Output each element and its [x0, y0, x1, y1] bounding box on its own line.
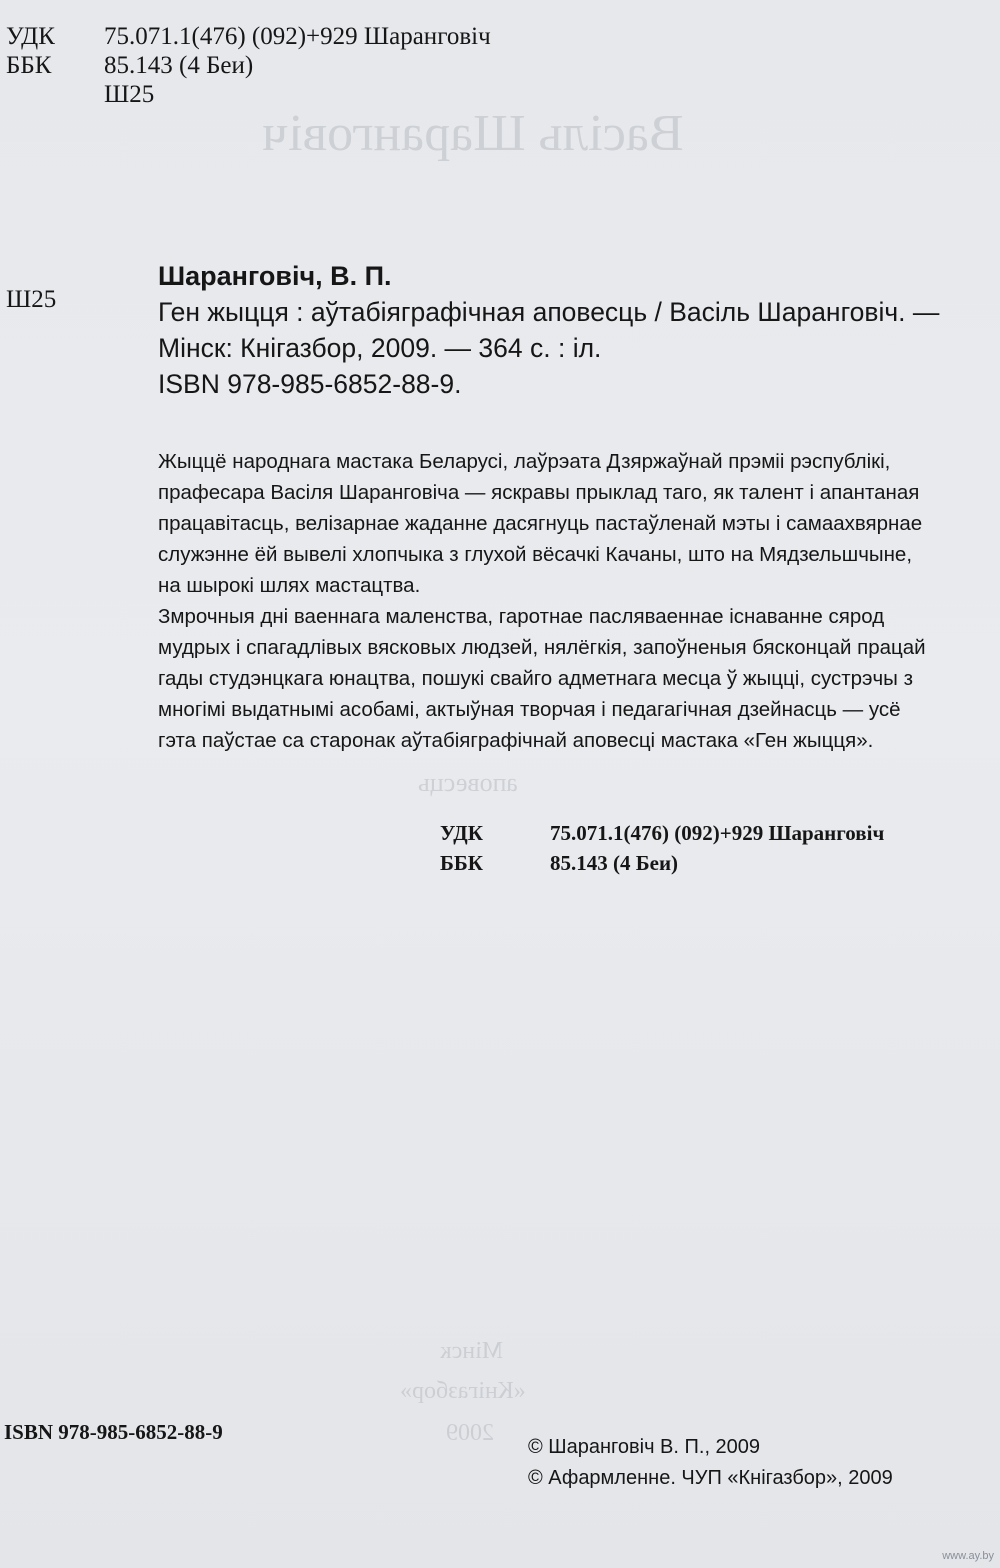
bleed-through-author: Васіль Шаранговіч — [262, 105, 684, 162]
bleed-through-city: Мінск — [440, 1338, 504, 1364]
abstract-p1-line: служэнне ёй вывелі хлопчыка з глухой вёсачкі Качаны, што на Мядзельшчыне, — [158, 543, 913, 566]
entry-author: Шаранговіч, В. П. — [158, 261, 392, 291]
abstract-p1-line: працавітасць, велізарнае жаданне дасягнуць пастаўленай мэты і самаахвярнае — [158, 512, 923, 535]
bottom-bbk-value: 85.143 (4 Беи) — [550, 851, 679, 875]
top-bbk-label: ББК — [6, 52, 52, 79]
bleed-through-subtitle: аповесць — [418, 768, 518, 797]
abstract-p2-line: мудрых і спагадлівых вясковых людзей, нялёгкія, запоўненыя бясконцай працай — [158, 636, 926, 659]
top-classification-block — [6, 22, 491, 109]
top-author-mark-row — [6, 80, 491, 109]
bleed-through-publisher: «Кнігазбор» — [400, 1378, 526, 1404]
entry-imprint-line: Мінск: Кнігазбор, 2009. — 364 с. : іл. — [158, 333, 602, 363]
footer-isbn: ISBN 978-985-6852-88-9 — [4, 1420, 223, 1444]
top-bbk-row — [6, 51, 491, 80]
bottom-udk-label: УДК — [440, 821, 483, 845]
bibliographic-entry — [158, 258, 939, 402]
bottom-udk-value: 75.071.1(476) (092)+929 Шаранговіч — [550, 821, 885, 845]
top-author-mark: Ш25 — [104, 81, 155, 108]
bleed-through-year: 2009 — [446, 1420, 494, 1446]
bottom-udk-row — [440, 818, 884, 848]
abstract-p2-line: гэта паўстае са старонак аўтабіяграфічнай аповесці мастака «Ген жыцця». — [158, 729, 874, 752]
abstract-p2-line: Змрочныя дні ваеннага маленства, гаротнае пасляваеннае існаванне сярод — [158, 605, 885, 628]
entry-title-line: Ген жыцця : аўтабіяграфічная аповесць / Васіль Шаранговіч. — — [158, 297, 940, 327]
abstract-p1-line: прафесара Васіля Шаранговіча — яскравы прыклад таго, як талент і апантаная — [158, 481, 920, 504]
abstract — [158, 446, 958, 756]
bottom-bbk-label: ББК — [440, 851, 483, 875]
abstract-p1-line: на шырокі шлях мастацтва. — [158, 574, 421, 597]
top-udk-value: 75.071.1(476) (092)+929 Шаранговіч — [104, 23, 491, 50]
abstract-p2-line: многімі выдатнымі асобамі, актыўная творчая і педагагічная дзейнасць — усё — [158, 698, 901, 721]
copyright-author: © Шаранговіч В. П., 2009 — [528, 1436, 761, 1458]
abstract-p1-line: Жыццё народнага мастака Беларусі, лаўрэата Дзяржаўнай прэміі рэспублікі, — [158, 450, 891, 473]
side-author-mark: Ш25 — [6, 286, 57, 313]
top-udk-row — [6, 22, 491, 51]
copyright-block — [528, 1432, 893, 1494]
top-bbk-value: 85.143 (4 Беи) — [104, 52, 254, 79]
entry-isbn-line: ISBN 978-985-6852-88-9. — [158, 369, 462, 399]
top-udk-label: УДК — [6, 23, 55, 50]
site-watermark: www.ay.by — [942, 1550, 994, 1562]
copyright-design: © Афармленне. ЧУП «Кнігазбор», 2009 — [528, 1467, 893, 1489]
abstract-p2-line: гады студэнцкага юнацтва, пошукі свайго адметнага месца ў жыцці, сустрэчы з — [158, 667, 913, 690]
bottom-classification-block — [440, 818, 884, 878]
bottom-bbk-row — [440, 848, 884, 878]
